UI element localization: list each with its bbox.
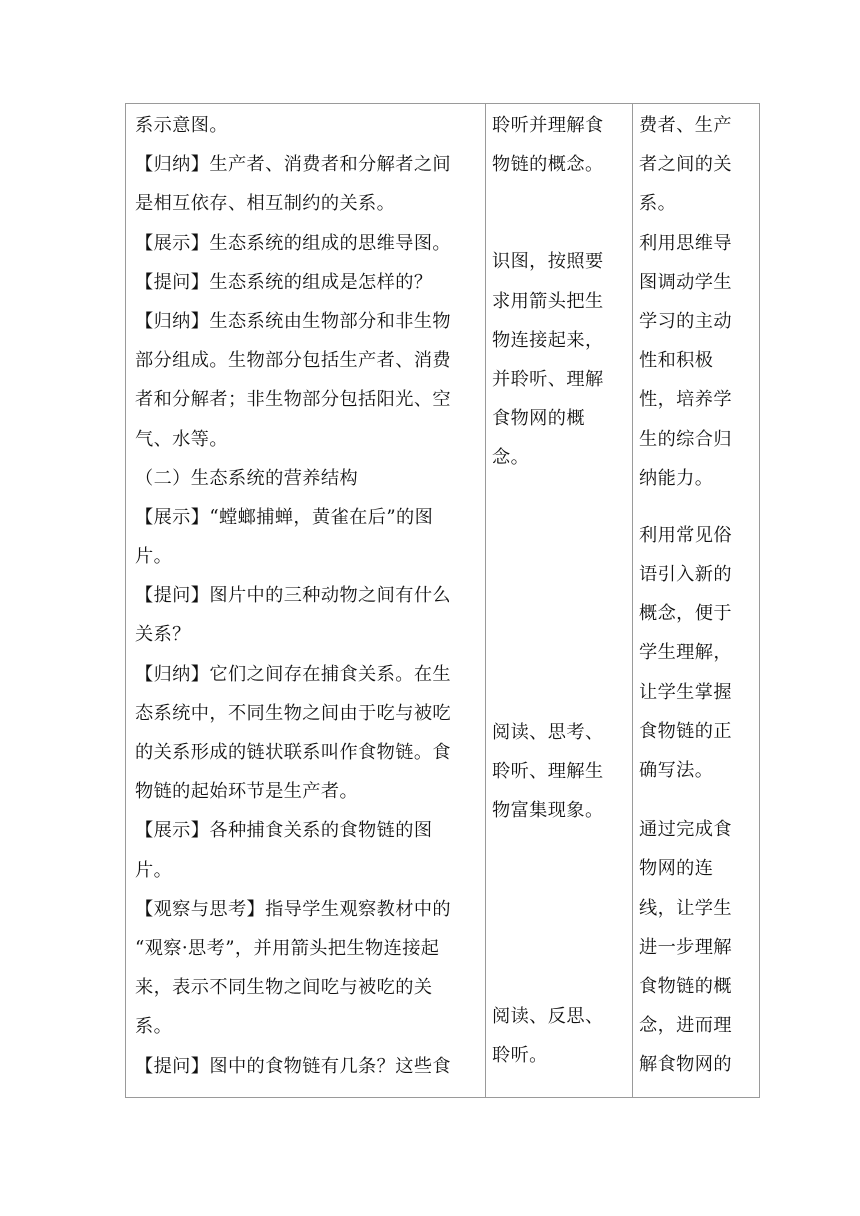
table-row: [126, 104, 760, 1098]
teacher-line: 【展示】生态系统的组成的思维导图。: [135, 232, 451, 254]
teacher-line: “观察·思考”，并用箭头把生物连接起: [135, 937, 440, 959]
student-line: 阅读、思考、: [492, 721, 604, 743]
teacher-line: 者和分解者；非生物部分包括阳光、空: [135, 389, 451, 411]
lesson-plan-table: [125, 103, 760, 1098]
intent-line: 进一步理解: [639, 936, 732, 958]
teacher-line: 气、水等。: [135, 428, 228, 450]
intent-line: 图调动学生: [639, 271, 732, 293]
intent-line: 纳能力。: [639, 467, 714, 489]
intent-line: 学习的主动: [639, 310, 732, 332]
student-line: 识图，按照要: [492, 251, 604, 273]
teacher-line: 片。: [135, 546, 173, 568]
student-line: 物富集现象。: [492, 799, 604, 821]
teacher-line: 物链的起始环节是生产者。: [135, 781, 359, 803]
intent-line: 费者、生产: [639, 115, 732, 136]
intent-line: 食物链的正: [639, 720, 732, 742]
teacher-line: 【展示】各种捕食关系的食物链的图: [135, 820, 433, 842]
student-activity-cell: [486, 104, 633, 1098]
intent-line: 生的综合归: [639, 428, 732, 450]
intent-line: 念，进而理: [639, 1015, 732, 1037]
teacher-line: 系示意图。: [135, 115, 228, 136]
student-line: 聆听并理解食: [492, 115, 604, 136]
student-line: 聆听、理解生: [492, 760, 604, 782]
design-intent-cell: [633, 104, 760, 1098]
student-line: 求用箭头把生: [492, 290, 604, 312]
teacher-line: 系。: [135, 1016, 173, 1038]
intent-line: 利用常见俗: [639, 524, 732, 546]
teacher-line: 【观察与思考】指导学生观察教材中的: [135, 898, 451, 920]
teacher-line: 【展示】“螳螂捕蝉，黄雀在后”的图: [135, 506, 434, 528]
teacher-line: 关系？: [135, 624, 191, 646]
intent-line: 概念，便于: [639, 603, 732, 625]
student-line: 食物网的概: [492, 408, 585, 430]
teacher-line: 【提问】图中的食物链有几条？这些食: [135, 1055, 451, 1077]
teacher-line: 【归纳】生产者、消费者和分解者之间: [135, 154, 451, 176]
intent-line: 语引入新的: [639, 564, 732, 586]
teacher-line: 是相互依存、相互制约的关系。: [135, 193, 396, 215]
student-line: 物链的概念。: [492, 154, 604, 176]
section-heading: （二）生态系统的营养结构: [135, 467, 359, 489]
student-line: 念。: [492, 447, 530, 469]
intent-line: 系。: [639, 193, 677, 215]
teacher-line: 态系统中，不同生物之间由于吃与被吃: [135, 702, 451, 724]
student-line: 并聆听、理解: [492, 368, 604, 390]
student-line: 聆听。: [492, 1045, 548, 1067]
intent-line: 学生理解，: [639, 642, 732, 664]
teacher-line: 【提问】生态系统的组成是怎样的？: [135, 271, 433, 293]
intent-line: 确写法。: [639, 760, 714, 781]
intent-line: 物网的连: [639, 858, 714, 880]
intent-line: 通过完成食: [639, 819, 732, 841]
intent-line: 食物链的概: [639, 975, 732, 997]
student-line: 阅读、反思、: [492, 1006, 604, 1028]
intent-line: 性，培养学: [639, 389, 732, 411]
student-line: 物连接起来，: [492, 329, 604, 351]
teacher-line: 片。: [135, 859, 173, 881]
intent-line: 利用思维导: [639, 232, 732, 254]
intent-line: 让学生掌握: [639, 681, 732, 703]
teacher-line: 部分组成。生物部分包括生产者、消费: [135, 350, 451, 372]
intent-line: 线，让学生: [639, 897, 732, 919]
teacher-line: 【归纳】它们之间存在捕食关系。在生: [135, 663, 451, 685]
intent-line: 解食物网的: [639, 1054, 732, 1076]
teacher-line: 【归纳】生态系统由生物部分和非生物: [135, 310, 451, 332]
teacher-line: 的关系形成的链状联系叫作食物链。食: [135, 742, 451, 763]
teacher-activity-cell: [126, 104, 486, 1098]
teacher-line: 来，表示不同生物之间吃与被吃的关: [135, 977, 433, 999]
teacher-line: 【提问】图片中的三种动物之间有什么: [135, 585, 451, 607]
intent-line: 性和积极: [639, 350, 714, 372]
intent-line: 者之间的关: [639, 154, 732, 176]
